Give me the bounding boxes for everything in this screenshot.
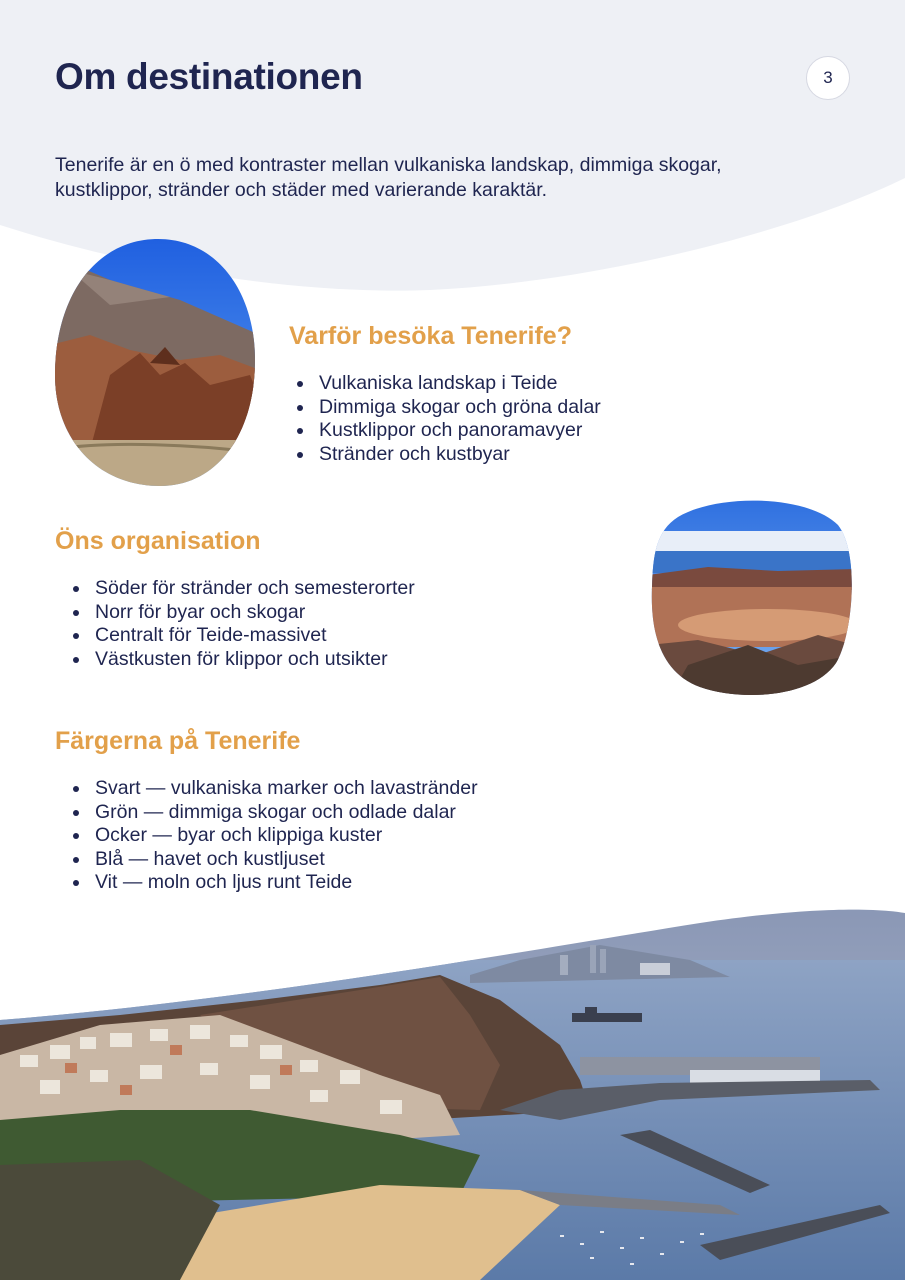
teide-crater-landscape-photo [648,495,855,700]
san-andres-coast-photo [0,905,905,1280]
section-title-organisation: Öns organisation [55,527,261,555]
list-item: • Dimmiga skogar och gröna dalar [315,396,601,420]
list-item: • Blå — havet och kustljuset [91,848,478,872]
list-item: • Norr för byar och skogar [91,601,415,625]
page-title: Om destinationen [55,56,363,97]
teide-volcano-photo [50,235,260,490]
colors-list [65,777,478,895]
list-item: • Centralt för Teide-massivet [91,624,415,648]
list-item: • Söder för stränder och semesterorter [91,577,415,601]
intro-paragraph: Tenerife är en ö med kontraster mellan vulkaniska landskap, dimmiga skogar, kustklippor, stränder och städer med varierande karaktär. [55,154,722,201]
list-item: • Grön — dimmiga skogar och odlade dalar [91,801,478,825]
list-item: • Vit — moln och ljus runt Teide [91,871,478,895]
page-number-badge: 3 [806,56,850,100]
why-visit-list [289,372,601,466]
section-title-colors: Färgerna på Tenerife [55,727,301,755]
list-item: • Ocker — byar och klippiga kuster [91,824,478,848]
list-item: • Vulkaniska landskap i Teide [315,372,601,396]
list-item: • Svart — vulkaniska marker och lavastränder [91,777,478,801]
list-item: • Västkusten för klippor och utsikter [91,648,415,672]
organisation-list [65,577,415,671]
list-item: • Stränder och kustbyar [315,443,601,467]
list-item: • Kustklippor och panoramavyer [315,419,601,443]
section-title-why-visit: Varför besöka Tenerife? [289,322,572,350]
